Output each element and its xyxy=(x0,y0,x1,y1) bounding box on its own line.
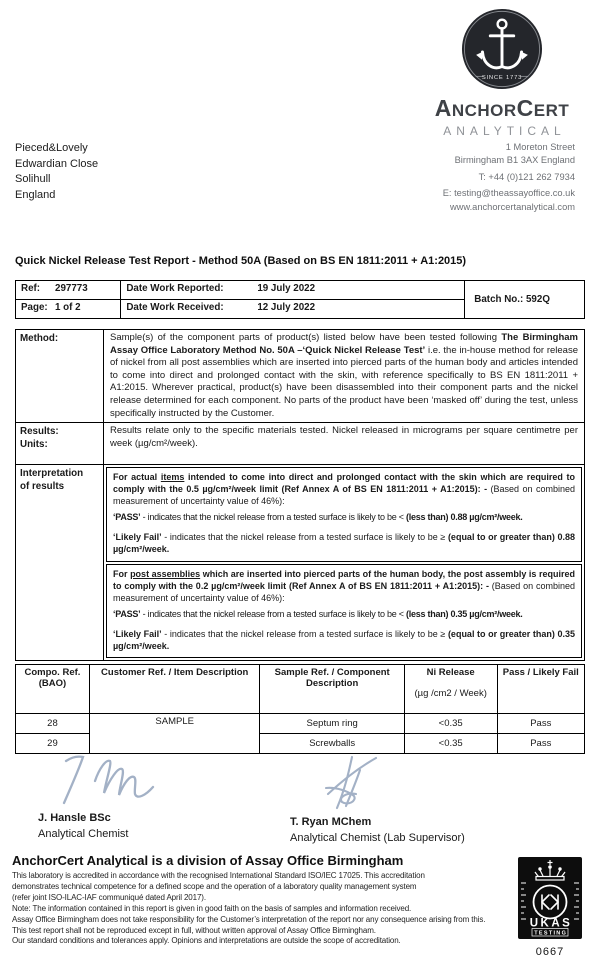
ukas-number: 0667 xyxy=(535,946,565,958)
method-label: Method: xyxy=(16,330,104,423)
date-reported-value: 19 July 2022 xyxy=(257,283,316,294)
signature-block-supervisor xyxy=(290,750,465,846)
header-ni-release: Ni Release (µg /cm2 / Week) xyxy=(404,665,497,714)
customer-address-line: Edwardian Close xyxy=(15,157,99,170)
analyst-role: Analytical Chemist xyxy=(38,828,129,840)
ukas-org-text: UKAS xyxy=(529,917,573,930)
ni-release-value: <0.35 xyxy=(404,734,497,754)
footer-heading: AnchorCert Analytical is a division of Assay Office Birmingham xyxy=(12,853,404,868)
report-title: Quick Nickel Release Test Report - Method 50A (Based on BS EN 1811:2011 + A1:2015) xyxy=(15,255,467,267)
lab-address-line: 1 Moreton Street xyxy=(505,142,575,152)
ukas-testing-logo-icon xyxy=(518,857,582,939)
table-row xyxy=(16,714,585,734)
lab-contact-block xyxy=(443,141,575,214)
supervisor-name: T. Ryan MChem xyxy=(290,816,372,828)
page-value: 1 of 2 xyxy=(55,302,81,313)
interpretation-items-box xyxy=(106,467,582,562)
results-text: Results relate only to the specific materials tested. Nickel released in micrograms per square centimetre per week (µg/cm²/week). xyxy=(104,423,585,465)
interpretation-content xyxy=(104,465,585,661)
signature-block-analyst xyxy=(38,748,178,842)
customer-address-line: England xyxy=(15,188,56,201)
results-units-label: Results: Units: xyxy=(16,423,104,465)
batch-number-cell: Batch No.: 592Q xyxy=(465,281,585,319)
report-body xyxy=(15,329,585,754)
posts-pass-definition: ‘PASS’ - indicates that the nickel release from a tested surface is likely to be < (less than) 0.35 µg/cm²/week. xyxy=(113,609,523,620)
analyst-name: J. Hansle BSc xyxy=(38,812,111,824)
sample-ref-value: Screwballs xyxy=(260,734,404,754)
signature-scribble-icon xyxy=(38,748,178,808)
header-pass-fail: Pass / Likely Fail xyxy=(497,665,584,714)
results-table xyxy=(15,664,585,754)
interpretation-label: Interpretation of results xyxy=(16,465,104,661)
date-received-cell: Date Work Received: 12 July 2022 xyxy=(121,300,465,319)
page-cell: Page: 1 of 2 xyxy=(16,300,121,319)
logo-since-text: SINCE 1773 xyxy=(481,74,523,81)
lab-website: www.anchorcertanalytical.com xyxy=(449,201,575,212)
brand-wordmark: ANCHORCERT xyxy=(434,95,570,121)
ref-cell: Ref: 297773 xyxy=(16,281,121,300)
ni-release-value: <0.35 xyxy=(404,714,497,734)
customer-ref-value: SAMPLE xyxy=(89,714,260,754)
customer-name: Pieced&Lovely xyxy=(15,142,88,154)
items-pass-definition: ‘PASS’ - indicates that the nickel release from a tested surface is likely to be < (less than) 0.88 µg/cm²/week. xyxy=(113,512,523,523)
compo-ref-value: 28 xyxy=(16,714,90,734)
header-ni-unit: (µg /cm2 / Week) xyxy=(414,688,487,700)
anchorcert-logo-icon xyxy=(461,8,543,90)
compo-ref-value: 29 xyxy=(16,734,90,754)
header-customer-ref: Customer Ref. / Item Description xyxy=(89,665,260,714)
ukas-accreditation-block xyxy=(518,857,582,958)
footer-disclaimer: This laboratory is accredited in accordance with the recognised International Standard ISO/IEC 17025. This accreditation demonstrates technical competence for a defined scope and the operation of a laboratory quality management system (refer joint ISO-ILAC-IAF communiqué dated April 2017). Note: The information contained in this report is given in good faith on the basis of samples and information received. Assay Office Birmingham does not take responsibility for the Customer’s interpretation of the report nor any consequence arising from this. This test report shall not be reproduced except in full, without written approval of Assay Office Birmingham. Our standard conditions and tolerances apply. Opinions and interpretations are outside the scope of accreditation. xyxy=(12,871,486,946)
header-compo-ref: Compo. Ref. (BAO) xyxy=(16,665,90,714)
interpretation-posts-box xyxy=(106,564,582,658)
items-limit-text: For actual items intended to come into direct and prolonged contact with the skin which are required to comply with the 0.5 µg/cm²/week limit (Ref Annex A of BS EN 1811:2011 + A1:2015): - (Based on combined measurement of uncertainty value of 46%): xyxy=(113,472,575,507)
method-table xyxy=(15,329,585,661)
header-sample-ref: Sample Ref. / Component Description xyxy=(260,665,404,714)
supervisor-role: Analytical Chemist (Lab Supervisor) xyxy=(290,832,465,844)
brand-block xyxy=(422,8,582,138)
customer-address-line: Solihull xyxy=(15,173,51,185)
lab-address-line: Birmingham B1 3AX England xyxy=(454,155,575,166)
brand-subtitle: ANALYTICAL xyxy=(443,124,566,138)
signature-scribble-icon xyxy=(290,750,410,812)
reference-table xyxy=(15,280,585,319)
posts-limit-text: For post assemblies which are inserted into pierced parts of the human body, the post assembly is required to comply with the 0.2 µg/cm²/week limit (Ref Annex A of BS EN 1811:2011 + A1:2015): - (Based on combined measurement of uncertainty value of 46%): xyxy=(113,569,575,604)
pass-fail-value: Pass xyxy=(497,734,584,754)
pass-fail-value: Pass xyxy=(497,714,584,734)
ukas-scope-text: TESTING xyxy=(534,930,568,937)
date-reported-cell: Date Work Reported: 19 July 2022 xyxy=(121,281,465,300)
lab-email: E: testing@theassayoffice.co.uk xyxy=(442,188,575,199)
customer-address-block xyxy=(15,141,98,203)
posts-fail-definition: ‘Likely Fail’ - indicates that the nickel release from a tested surface is likely to be ≥ (equal to or greater than) 0.35 µg/cm²/week. xyxy=(113,628,576,651)
lab-phone: T: +44 (0)121 262 7934 xyxy=(478,171,575,182)
method-text: Sample(s) of the component parts of product(s) listed below have been tested following The Birmingham Assay Office Laboratory Method No. 50A –‘Quick Nickel Release Test’ i.e. the in-house method for release of nickel from all post assemblies which are inserted into pierced parts of the human body and articles intended to come into direct and prolonged contact with the skin, with reference specifically to BS EN 1811:2011 + A1:2015. Wherever practical, product(s) have been disassembled into their component parts and the nickel release determined for each component. No parts of the product have been ‘masked off’ during the test, unless specifically instructed by the Customer. xyxy=(104,330,585,423)
sample-ref-value: Septum ring xyxy=(260,714,404,734)
items-fail-definition: ‘Likely Fail’ - indicates that the nickel release from a tested surface is likely to be ≥ (equal to or greater than) 0.88 µg/cm²/week. xyxy=(113,531,576,554)
date-received-value: 12 July 2022 xyxy=(257,302,316,313)
ref-value: 297773 xyxy=(55,283,88,294)
